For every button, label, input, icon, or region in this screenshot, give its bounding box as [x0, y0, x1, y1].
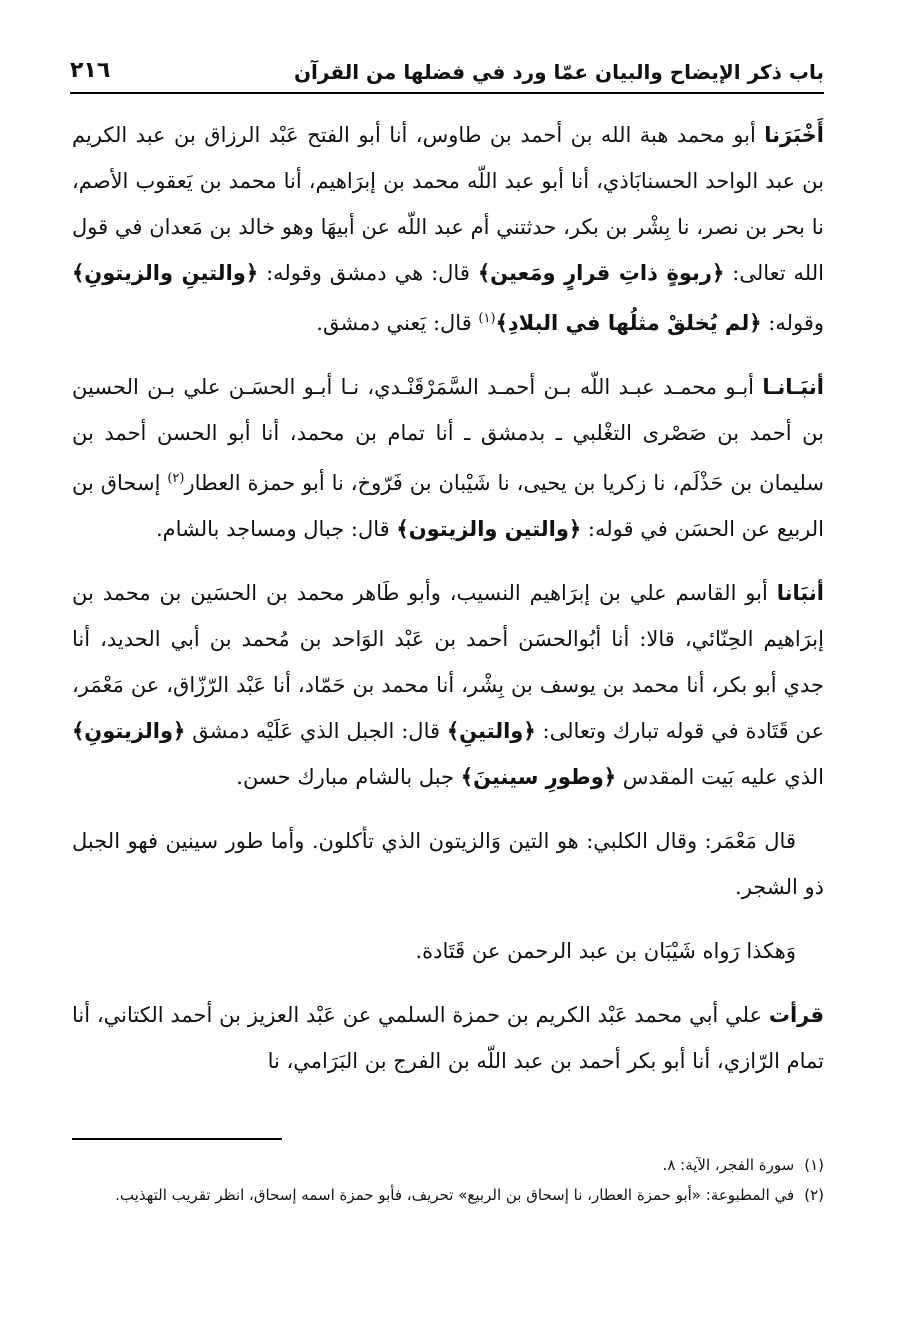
text-run: إسحاق بن الربيع عن الحسَن في قوله: [72, 471, 824, 541]
footnote-separator [72, 1138, 282, 1140]
text-run: قال: هي دمشق وقوله: [258, 261, 478, 285]
page-number: ٢١٦ [70, 58, 111, 83]
text-run: علي أبي محمد عَبْد الكريم بن حمزة السلمي عن عَبْد العزيز بن أحمد الكتاني، أنا تمام الرّازي، أنا أبو بكر أحمد بن عبد اللّه بن الفرج بن البَرَامي، نا [72, 1003, 824, 1073]
quran-quote: ﴿وطورِ سينينَ﴾ [460, 765, 617, 789]
paragraph-lead-word: قرأت [768, 1003, 824, 1027]
text-run: أبو محمد هبة الله بن أحمد بن طاوس، أنا أبو الفتح عَبْد الرزاق بن عبد الكريم بن عبد الواحد الحسنابَاذي، أنا أبو عبد اللّه محمد بن إبرَاهيم، أنا محمد بن يَعقوب الأصم، نا بحر بن نصر، نا بِشْر بن بكر، حدثتني أم عبد اللّه عن أبيهَا وهو خالد بن مَعدان في قول الله تعالى: [72, 123, 824, 285]
text-run: وقوله: [761, 311, 824, 335]
quran-quote: ﴿والتينِ والزيتونِ﴾ [72, 261, 259, 285]
text-run: الذي عليه بَيت المقدس [616, 765, 824, 789]
quran-quote: ﴿والتين والزيتون﴾ [396, 517, 582, 541]
paragraph [72, 112, 824, 346]
paragraph [72, 818, 824, 910]
text-run: أبـو محمـد عبـد اللّه بـن أحمـد السَّمَرْقَنْـدي، نـا أبـو الحسَـن علي بـن الحسين بن أحمد بن صَصْرى التغْلبي ـ بدمشق ـ أنا تمام بن محمد، أنا أبو الحسن أحمد بن سليمان بن حَذْلَم، نا زكريا بن يحيى، نا شَيْبان بن فَرّوخ، نا أبو حمزة العطار [72, 375, 825, 495]
text-run: جبل بالشام مبارك حسن. [236, 765, 461, 789]
quran-quote: ﴿والتينِ﴾ [446, 719, 536, 743]
text-run: قال مَعْمَر: وقال الكلبي: هو التين وَالزيتون الذي تأكلون. وأما طور سينين فهو الجبل ذو الشجر. [72, 829, 824, 899]
footnote-ref: (٢) [167, 471, 185, 486]
quran-quote: ﴿والزيتونِ﴾ [72, 719, 186, 743]
page-header [70, 58, 824, 94]
main-text [72, 112, 824, 1102]
paragraph [72, 364, 824, 552]
text-run: قال: جبال ومساجد بالشام. [155, 517, 397, 541]
footnote-number: (١) [804, 1156, 824, 1174]
footnote-text: سورة الفجر، الآية: ٨. [662, 1156, 795, 1174]
quran-quote: ﴿ربوةٍ ذاتِ قرارٍ ومَعين﴾ [477, 261, 725, 285]
paragraph-lead-word: أنبَـانـا [762, 375, 824, 399]
footnote [72, 1180, 824, 1210]
footnote-ref: (١) [478, 311, 496, 326]
paragraph [72, 992, 824, 1084]
text-run: قال: يَعني دمشق. [316, 311, 479, 335]
paragraph-lead-word: أَخْبَرَنا [764, 123, 824, 147]
running-title: باب ذكر الإيضاح والبيان عمّا ورد في فضلها من القرآن [293, 60, 824, 84]
paragraph [72, 928, 824, 974]
text-run: أبو القاسم علي بن إبرَاهيم النسيب، وأبو طَاهر محمد بن الحسَين بن محمد بن إبرَاهيم الحِنّائي، قالا: أنا أبُوالحسَن أحمد بن عَبْد الوَاحد بن مُحمد بن أبي الحديد، أنا جدي أبو بكر، أنا محمد بن يوسف بن بِشْر، أنا محمد بن حَمّاد، أنا عَبْد الرّزّاق، عن مَعْمَر، عن قَتَادة في قوله تبارك وتعالى: [72, 581, 824, 743]
footnote-text: في المطبوعة: «أبو حمزة العطار، نا إسحاق بن الربيع» تحريف، فأبو حمزة اسمه إسحاق، انظر تقريب التهذيب. [115, 1186, 795, 1204]
footnote-number: (٢) [804, 1186, 824, 1204]
paragraph-lead-word: أنبَانا [776, 581, 824, 605]
text-run: وَهكذا رَواه شَيْبَان بن عبد الرحمن عن قَتَادة. [415, 939, 796, 963]
paragraph [72, 570, 824, 800]
footnote [72, 1150, 824, 1180]
text-run: قال: الجبل الذي عَلَيْه دمشق [185, 719, 447, 743]
footnotes [72, 1150, 824, 1210]
quran-quote: ﴿لم يُخلقْ مثلُها في البلادِ﴾ [495, 311, 762, 335]
